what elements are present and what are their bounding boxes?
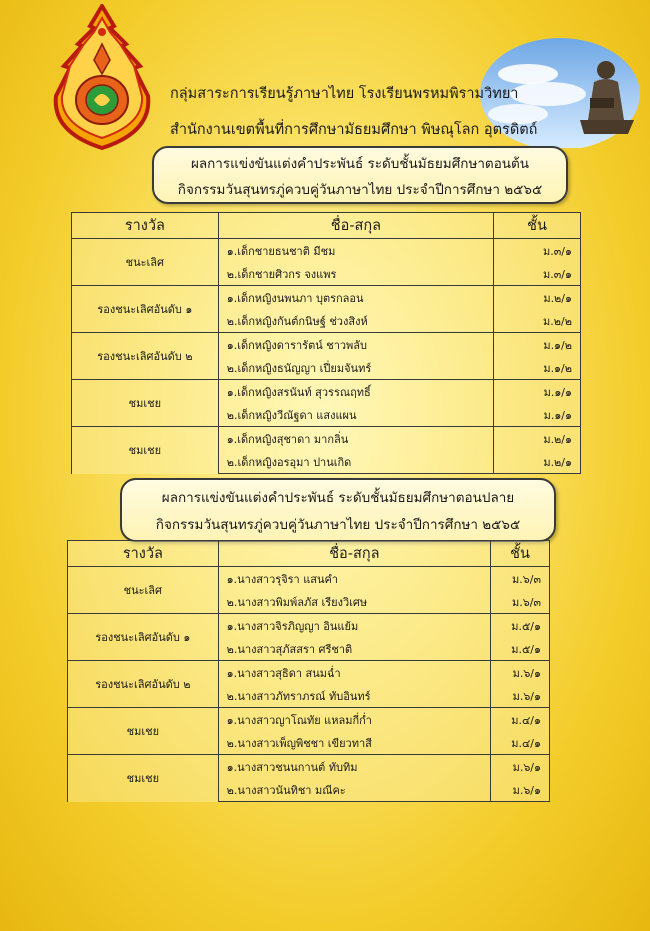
table-row bbox=[68, 567, 550, 591]
section2-title-line2: กิจกรรมวันสุนทรภู่ควบคู่วันภาษาไทย ประจำปีการศึกษา ๒๕๖๕ bbox=[155, 517, 521, 533]
name-cell: ๑.เด็กหญิงสรนันท์ สุวรรณฤทธิ์ bbox=[218, 380, 493, 404]
class-cell: ม.๒/๒ bbox=[494, 309, 581, 333]
school-emblem-icon bbox=[48, 4, 156, 150]
name-cell: ๑.นางสาวชนนกานต์ ทับทิม bbox=[218, 755, 490, 779]
class-cell: ม.๖/๑ bbox=[491, 661, 550, 685]
award-cell: ชมเชย bbox=[68, 708, 219, 755]
class-cell: ม.๑/๑ bbox=[494, 380, 581, 404]
table-row bbox=[68, 755, 550, 779]
name-cell: ๑.นางสาวจิรภิญญา อินแย้ม bbox=[218, 614, 490, 638]
name-cell: ๑.เด็กหญิงสุชาดา มากลิ่น bbox=[218, 427, 493, 451]
section2-title-line1: ผลการแข่งขันแต่งคำประพันธ์ ระดับชั้นมัธยมศึกษาตอนปลาย bbox=[161, 490, 515, 506]
class-cell: ม.๓/๑ bbox=[494, 239, 581, 263]
section2-results-table bbox=[67, 540, 550, 802]
class-cell: ม.๔/๑ bbox=[491, 731, 550, 755]
class-cell: ม.๑/๒ bbox=[494, 333, 581, 357]
award-cell: ชมเชย bbox=[72, 380, 219, 427]
award-cell: รองชนะเลิศอันดับ ๑ bbox=[72, 286, 219, 333]
name-cell: ๑.นางสาวญาโณทัย แหลมกี่ก่ำ bbox=[218, 708, 490, 732]
table-row bbox=[68, 661, 550, 685]
name-cell: ๑.นางสาวสุธิดา สนมฉ่ำ bbox=[218, 661, 490, 685]
award-cell: ชนะเลิศ bbox=[72, 239, 219, 286]
class-cell: ม.๖/๑ bbox=[491, 755, 550, 779]
class-cell: ม.๕/๑ bbox=[491, 637, 550, 661]
table-row bbox=[72, 427, 581, 451]
name-cell: ๒.เด็กหญิงวีณัฐดา แสงแผน bbox=[218, 403, 493, 427]
class-column-header: ชั้น bbox=[491, 541, 550, 567]
award-cell: รองชนะเลิศอันดับ ๒ bbox=[68, 661, 219, 708]
name-column-header: ชื่อ-สกุล bbox=[218, 541, 490, 567]
award-cell: ชนะเลิศ bbox=[68, 567, 219, 614]
class-cell: ม.๑/๑ bbox=[494, 403, 581, 427]
section1-title-line2: กิจกรรมวันสุนทรภู่ควบคู่วันภาษาไทย ประจำปีการศึกษา ๒๕๖๕ bbox=[177, 182, 543, 198]
district-office-title: สำนักงานเขตพื้นที่การศึกษามัธยมศึกษา พิษณุโลก อุตรดิตถ์ bbox=[170, 122, 538, 138]
name-cell: ๑.เด็กชายธนชาติ มีชม bbox=[218, 239, 493, 263]
name-cell: ๒.นางสาวสุภัสสรา ศรีชาติ bbox=[218, 637, 490, 661]
table-row bbox=[68, 614, 550, 638]
name-cell: ๒.นางสาวนันทิชา มณีคะ bbox=[218, 778, 490, 802]
class-cell: ม.๖/๓ bbox=[491, 567, 550, 591]
name-cell: ๒.เด็กหญิงอรอุมา ปานเกิด bbox=[218, 450, 493, 474]
table-row bbox=[72, 333, 581, 357]
name-cell: ๑.เด็กหญิงดารารัตน์ ชาวพลับ bbox=[218, 333, 493, 357]
section1-results-table bbox=[71, 212, 581, 474]
class-cell: ม.๓/๑ bbox=[494, 262, 581, 286]
name-cell: ๒.เด็กชายศิวกร จงแพร bbox=[218, 262, 493, 286]
section1-title-box bbox=[152, 146, 568, 204]
name-cell: ๒.นางสาวพิมพ์ลภัส เรียงวิเศษ bbox=[218, 590, 490, 614]
class-column-header: ชั้น bbox=[494, 213, 581, 239]
name-column-header: ชื่อ-สกุล bbox=[218, 213, 493, 239]
name-cell: ๒.เด็กหญิงธนัญญา เปี่ยมจันทร์ bbox=[218, 356, 493, 380]
class-cell: ม.๒/๑ bbox=[494, 427, 581, 451]
name-cell: ๑.เด็กหญิงนพนภา บุตรกลอน bbox=[218, 286, 493, 310]
name-cell: ๑.นางสาวรุจิรา แสนคำ bbox=[218, 567, 490, 591]
award-cell: ชมเชย bbox=[72, 427, 219, 474]
table-row bbox=[72, 239, 581, 263]
class-cell: ม.๔/๑ bbox=[491, 708, 550, 732]
class-cell: ม.๑/๒ bbox=[494, 356, 581, 380]
class-cell: ม.๖/๑ bbox=[491, 684, 550, 708]
class-cell: ม.๖/๓ bbox=[491, 590, 550, 614]
name-cell: ๒.นางสาวภัทราภรณ์ ทับอินทร์ bbox=[218, 684, 490, 708]
department-title: กลุ่มสาระการเรียนรู้ภาษาไทย โรงเรียนพรหมพิรามวิทยา bbox=[170, 86, 519, 102]
award-cell: ชมเชย bbox=[68, 755, 219, 802]
section1-title-line1: ผลการแข่งขันแต่งคำประพันธ์ ระดับชั้นมัธยมศึกษาตอนต้น bbox=[190, 156, 530, 172]
award-column-header: รางวัล bbox=[72, 213, 219, 239]
award-cell: รองชนะเลิศอันดับ ๑ bbox=[68, 614, 219, 661]
name-cell: ๒.นางสาวเพ็ญพิชชา เขียวทาสี bbox=[218, 731, 490, 755]
class-cell: ม.๕/๑ bbox=[491, 614, 550, 638]
table-row bbox=[68, 708, 550, 732]
table-row bbox=[72, 286, 581, 310]
award-column-header: รางวัล bbox=[68, 541, 219, 567]
section2-title-box bbox=[120, 478, 556, 542]
class-cell: ม.๒/๑ bbox=[494, 450, 581, 474]
award-cell: รองชนะเลิศอันดับ ๒ bbox=[72, 333, 219, 380]
name-cell: ๒.เด็กหญิงกันต์กนิษฐ์ ช่วงสิงห์ bbox=[218, 309, 493, 333]
table-row bbox=[72, 380, 581, 404]
class-cell: ม.๒/๑ bbox=[494, 286, 581, 310]
class-cell: ม.๖/๑ bbox=[491, 778, 550, 802]
